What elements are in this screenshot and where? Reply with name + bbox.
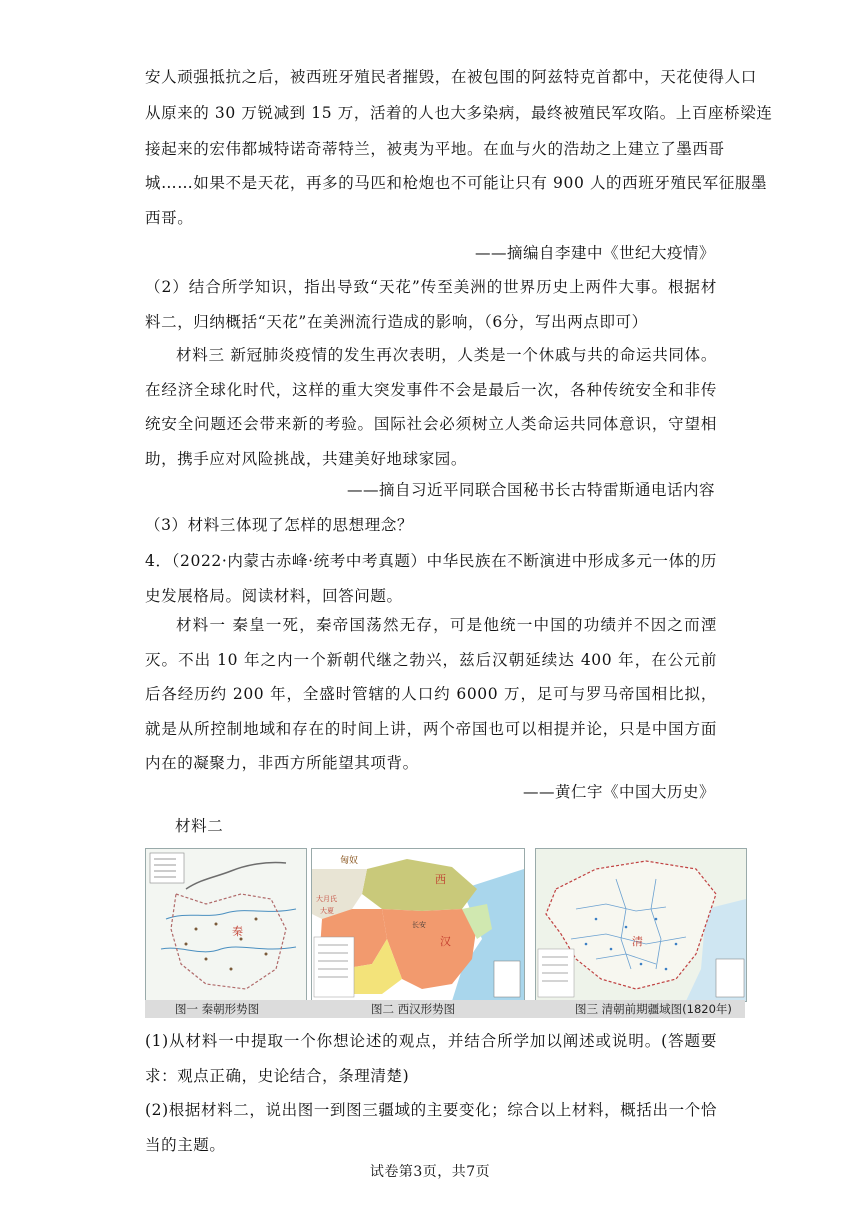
question-3: （3）材料三体现了怎样的思想理念？ — [145, 516, 414, 534]
passage-line: 城……如果不是天花，再多的马匹和枪炮也不可能让只有 900 人的西班牙殖民军征服墨 — [145, 174, 768, 192]
qin-map — [145, 848, 307, 1002]
xi-label: 西 — [435, 873, 446, 886]
qin-map-drawing — [146, 849, 306, 1001]
qing-map-drawing — [536, 849, 746, 1001]
western-han-map-drawing — [312, 849, 524, 1001]
page-footer: 试卷第3页，共7页 — [369, 1164, 491, 1180]
map-3-caption: 图三 清朝前期疆域图(1820年) — [575, 1002, 732, 1016]
passage-line: 接起来的宏伟都城特诺奇蒂特兰，被夷为平地。在血与火的浩劫之上建立了墨西哥 — [145, 140, 725, 158]
dayuezhi-label: 大月氏 — [316, 895, 337, 903]
daxia-label: 大夏 — [320, 907, 334, 915]
material-2-label: 材料二 — [175, 817, 224, 835]
question-4-sub-1: (1)从材料一中提取一个你想论述的观点，并结合所学加以阐述或说明。(答题要求：观点正确，史论结合，条理清楚) — [145, 1032, 717, 1085]
question-4-sub-2: (2)根据材料二，说出图一到图三疆域的主要变化；综合以上材料，概括出一个恰当的主题。 — [145, 1101, 717, 1154]
han-label: 汉 — [440, 935, 451, 948]
passage-line: 西哥。 — [145, 209, 194, 227]
material-3-source: ——摘自习近平同联合国秘书长古特雷斯通电话内容 — [346, 481, 715, 499]
question-4-intro: 4．（2022·内蒙古赤峰·统考中考真题）中华民族在不断演进中形成多元一体的历史发展格局。阅读材料，回答问题。 — [145, 552, 717, 605]
maps-figure — [145, 848, 745, 1018]
western-han-map — [311, 848, 525, 1002]
material-3: 材料三 新冠肺炎疫情的发生再次表明，人类是一个休戚与共的命运共同体。在经济全球化时代，这样的重大突发事件不会是最后一次，各种传统安全和非传统安全问题还会带来新的考验。国际社会必须树立人类命运共同体意识，守望相助，携手应对风险挑战，共建美好地球家园。 — [145, 346, 717, 468]
changan-label: 长安 — [412, 921, 426, 929]
passage-line: 从原来的 30 万锐减到 15 万，活着的人也大多染病，最终被殖民军攻陷。上百座桥梁连 — [145, 104, 773, 122]
qin-label: 秦 — [232, 925, 243, 938]
passage-source: ——摘编自李建中《世纪大疫情》 — [474, 244, 715, 262]
map-1-caption: 图一 秦朝形势图 — [175, 1002, 260, 1016]
qing-map — [535, 848, 747, 1002]
map-2-caption: 图二 西汉形势图 — [371, 1002, 456, 1016]
qing-label: 清 — [632, 935, 643, 948]
material-1-source: ——黄仁宇《中国大历史》 — [522, 783, 715, 801]
question-2: （2）结合所学知识，指出导致“天花”传至美洲的世界历史上两件大事。根据材料二，归纳概括“天花”在美洲流行造成的影响，（6分，写出两点即可） — [145, 278, 717, 331]
xiongnu-label: 匈奴 — [340, 856, 359, 866]
passage-line: 安人顽强抵抗之后，被西班牙殖民者摧毁，在被包围的阿兹特克首都中，天花使得人口 — [145, 68, 757, 86]
question-4-material-1: 材料一 秦皇一死，秦帝国荡然无存，可是他统一中国的功绩并不因之而湮灭。不出 10 年之内一个新朝代继之勃兴，兹后汉朝延续达 400 年，在公元前后各经历约 200 年，全盛时管辖的人口约 6000 万，足可与罗马帝国相比拟，就是从所控制地域和存在的时间上讲，两个帝国也可以相提并论，只是中国方面内在的凝聚力，非西方所能望其项背。 — [145, 616, 717, 772]
